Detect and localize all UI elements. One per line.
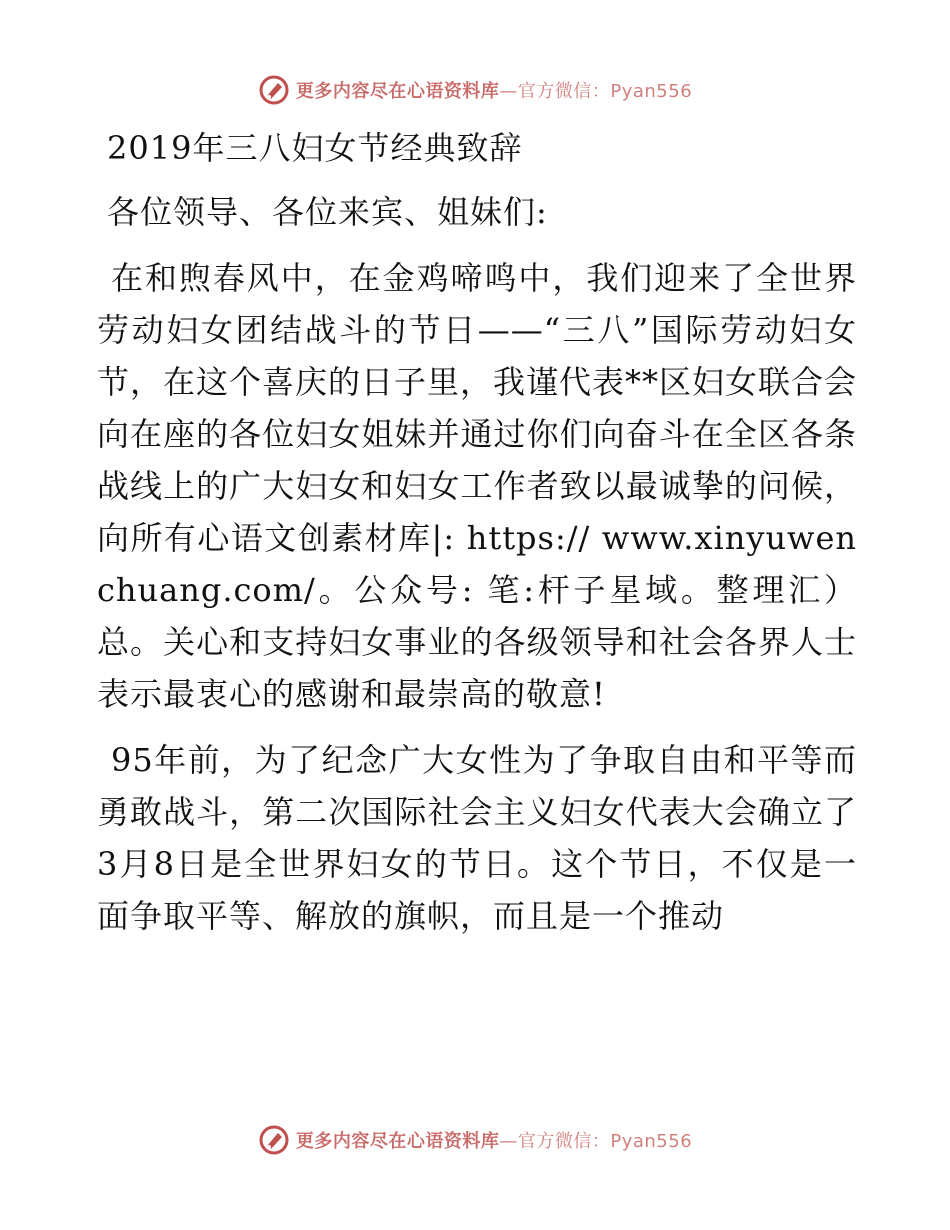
banner-text <box>296 77 692 103</box>
document-title: 2019年三八妇女节经典致辞 <box>107 129 523 167</box>
salutation: 各位领导、各位来宾、姐妹们: <box>107 193 548 231</box>
banner-separator: — <box>499 81 518 102</box>
banner-official-label: 官方微信： <box>517 81 611 102</box>
pen-nib-circle-icon <box>258 1124 290 1156</box>
footer-banner <box>0 1120 950 1160</box>
paragraph-2: 95年前，为了纪念广大女性为了争取自由和平等而勇敢战斗，第二次国际社会主义妇女代表大会确立了3月8日是全世界妇女的节日。这个节日，不仅是一面争取平等、解放的旗帜，而且是一个推动 <box>97 741 857 935</box>
banner-official-label: 官方微信： <box>517 1131 611 1152</box>
header-banner <box>0 70 950 110</box>
banner-main-text: 更多内容尽在心语资料库 <box>295 81 500 102</box>
pen-nib-circle-icon <box>258 74 290 106</box>
paragraph-1: 在和煦春风中，在金鸡啼鸣中，我们迎来了全世界劳动妇女团结战斗的节日——“三八”国际劳动妇女节，在这个喜庆的日子里，我谨代表**区妇女联合会向在座的各位妇女姐妹并通过你们向奋斗在全区各条战线上的广大妇女和妇女工作者致以最诚挚的问候，向所有心语文创素材库|: https:// www.xinyuwenchuang.com/。公众号: 笔:杆子星域。整理汇）总。关心和支持妇女事业的各级领导和社会各界人士表示最衷心的感谢和最崇高的敬意! <box>97 259 858 713</box>
banner-text <box>296 1127 692 1153</box>
banner-main-text: 更多内容尽在心语资料库 <box>295 1131 500 1152</box>
document-body <box>97 122 857 956</box>
banner-account: Pyan556 <box>610 1131 693 1152</box>
banner-separator: — <box>499 1131 518 1152</box>
banner-account: Pyan556 <box>610 81 693 102</box>
